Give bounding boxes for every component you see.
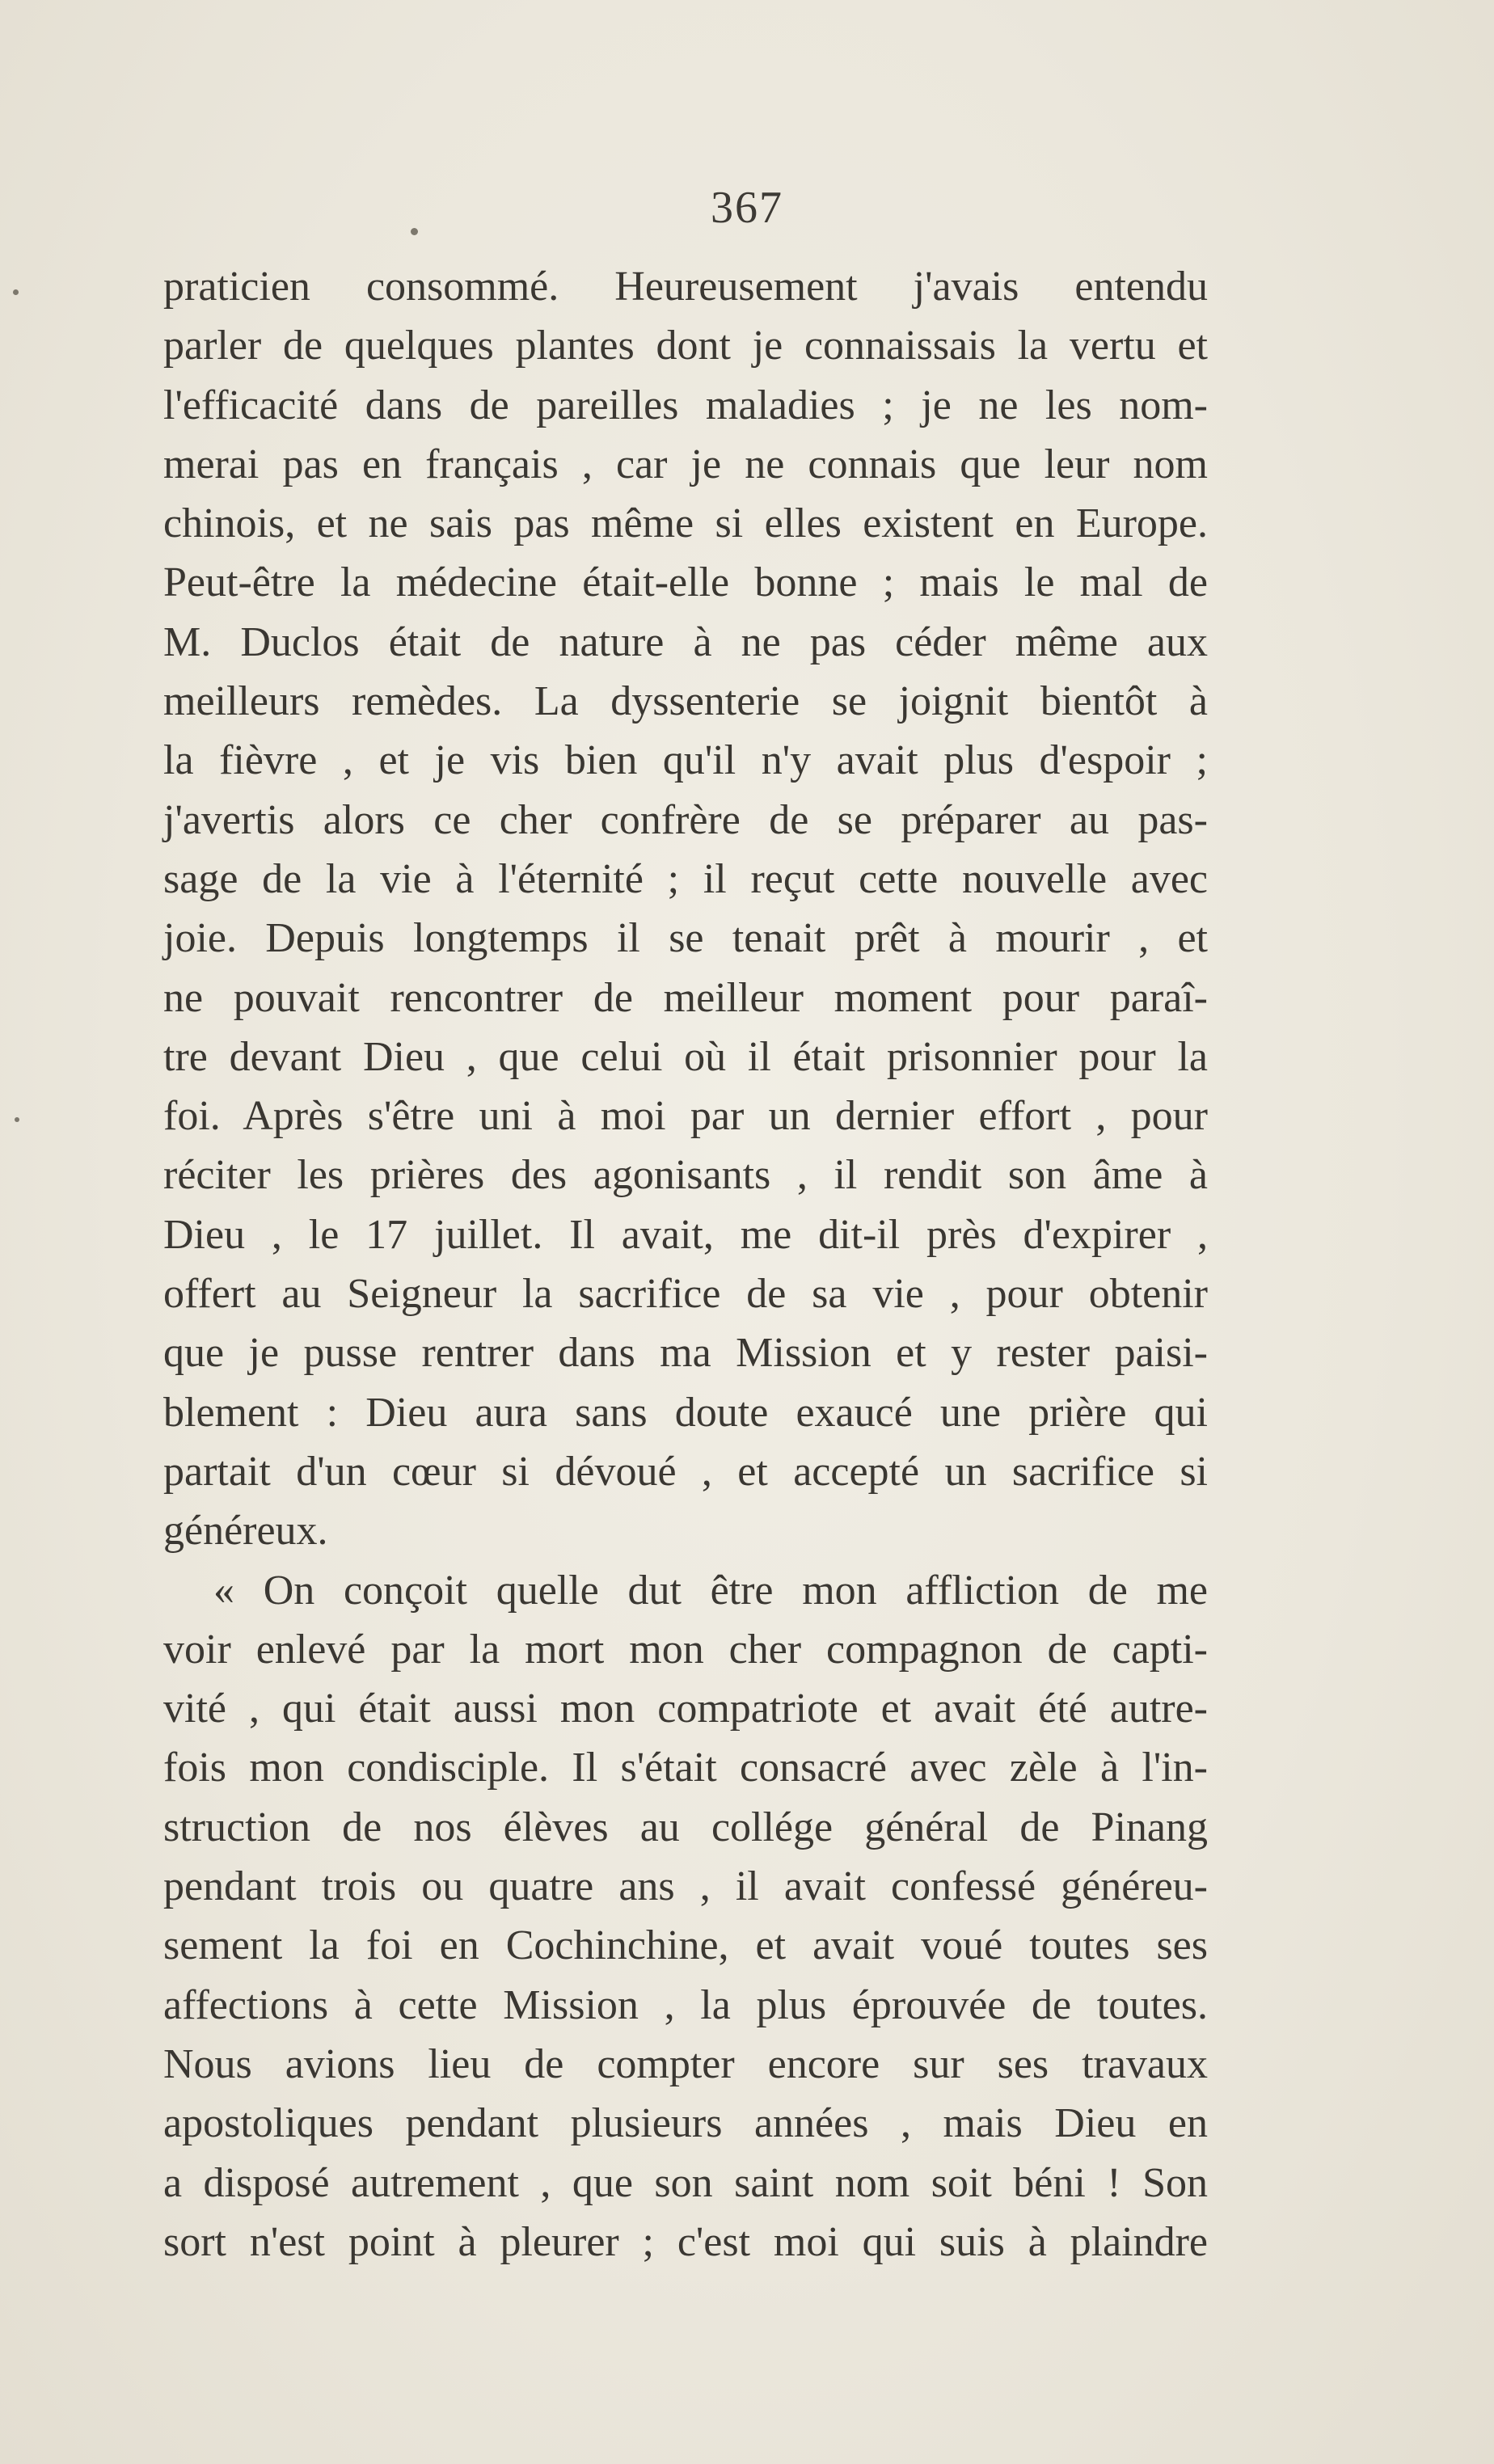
text-line: joie. Depuis longtemps il se tenait prêt à mourir , et bbox=[163, 915, 1208, 962]
text-line: vité , qui était aussi mon compatriote et avait été autre- bbox=[163, 1686, 1208, 1732]
text-line: que je pusse rentrer dans ma Mission et y rester paisi- bbox=[163, 1330, 1208, 1377]
page-speck bbox=[15, 1117, 19, 1122]
text-line: partait d'un cœur si dévoué , et accepté un sacrifice si bbox=[163, 1448, 1208, 1495]
text-line: struction de nos élèves au collége général de Pinang bbox=[163, 1804, 1208, 1850]
text-line: meilleurs remèdes. La dyssenterie se joignit bientôt à bbox=[163, 678, 1208, 725]
page-number: 367 bbox=[711, 183, 783, 233]
text-line: sage de la vie à l'éternité ; il reçut cette nouvelle avec bbox=[163, 855, 1208, 902]
paragraph-end-line: généreux. bbox=[163, 1508, 328, 1555]
text-line: offert au Seigneur la sacrifice de sa vie , pour obtenir bbox=[163, 1271, 1208, 1318]
text-line: sort n'est point à pleurer ; c'est moi qui suis à plaindre bbox=[163, 2218, 1208, 2265]
body-text bbox=[163, 257, 1208, 2272]
text-line: chinois, et ne sais pas même si elles existent en Europe. bbox=[163, 500, 1208, 547]
text-line: a disposé autrement , que son saint nom soit béni ! Son bbox=[163, 2159, 1208, 2206]
text-line: apostoliques pendant plusieurs années , mais Dieu en bbox=[163, 2100, 1208, 2147]
paragraph-start-line: « On conçoit quelle dut être mon affliction de me bbox=[213, 1567, 1208, 1614]
text-line: fois mon condisciple. Il s'était consacré avec zèle à l'in- bbox=[163, 1745, 1208, 1791]
text-line: sement la foi en Cochinchine, et avait voué toutes ses bbox=[163, 1922, 1208, 1969]
text-line: la fièvre , et je vis bien qu'il n'y avait plus d'espoir ; bbox=[163, 737, 1208, 784]
text-line: l'efficacité dans de pareilles maladies ; je ne les nom- bbox=[163, 382, 1208, 428]
text-line: Peut-être la médecine était-elle bonne ; mais le mal de bbox=[163, 559, 1208, 606]
text-line: ne pouvait rencontrer de meilleur moment pour paraî- bbox=[163, 974, 1208, 1021]
text-line: j'avertis alors ce cher confrère de se préparer au pas- bbox=[163, 796, 1208, 843]
text-line: réciter les prières des agonisants , il rendit son âme à bbox=[163, 1152, 1208, 1199]
text-line: M. Duclos était de nature à ne pas céder même aux bbox=[163, 618, 1208, 665]
text-line: praticien consommé. Heureusement j'avais entendu bbox=[163, 264, 1208, 310]
text-line: Nous avions lieu de compter encore sur ses travaux bbox=[163, 2040, 1208, 2087]
text-line: affections à cette Mission , la plus éprouvée de toutes. bbox=[163, 1981, 1208, 2028]
text-line: Dieu , le 17 juillet. Il avait, me dit-il près d'expirer , bbox=[163, 1211, 1208, 1258]
text-line: tre devant Dieu , que celui où il était prisonnier pour la bbox=[163, 1033, 1208, 1080]
text-line: blement : Dieu aura sans doute exaucé une prière qui bbox=[163, 1389, 1208, 1436]
text-line: pendant trois ou quatre ans , il avait confessé généreu- bbox=[163, 1863, 1208, 1910]
text-line: merai pas en français , car je ne connais que leur nom bbox=[163, 441, 1208, 487]
page-speck bbox=[13, 289, 19, 295]
text-line: foi. Après s'être uni à moi par un dernier effort , pour bbox=[163, 1093, 1208, 1140]
text-line: voir enlevé par la mort mon cher compagnon de capti- bbox=[163, 1626, 1208, 1673]
text-line: parler de quelques plantes dont je connaissais la vertu et bbox=[163, 323, 1208, 369]
